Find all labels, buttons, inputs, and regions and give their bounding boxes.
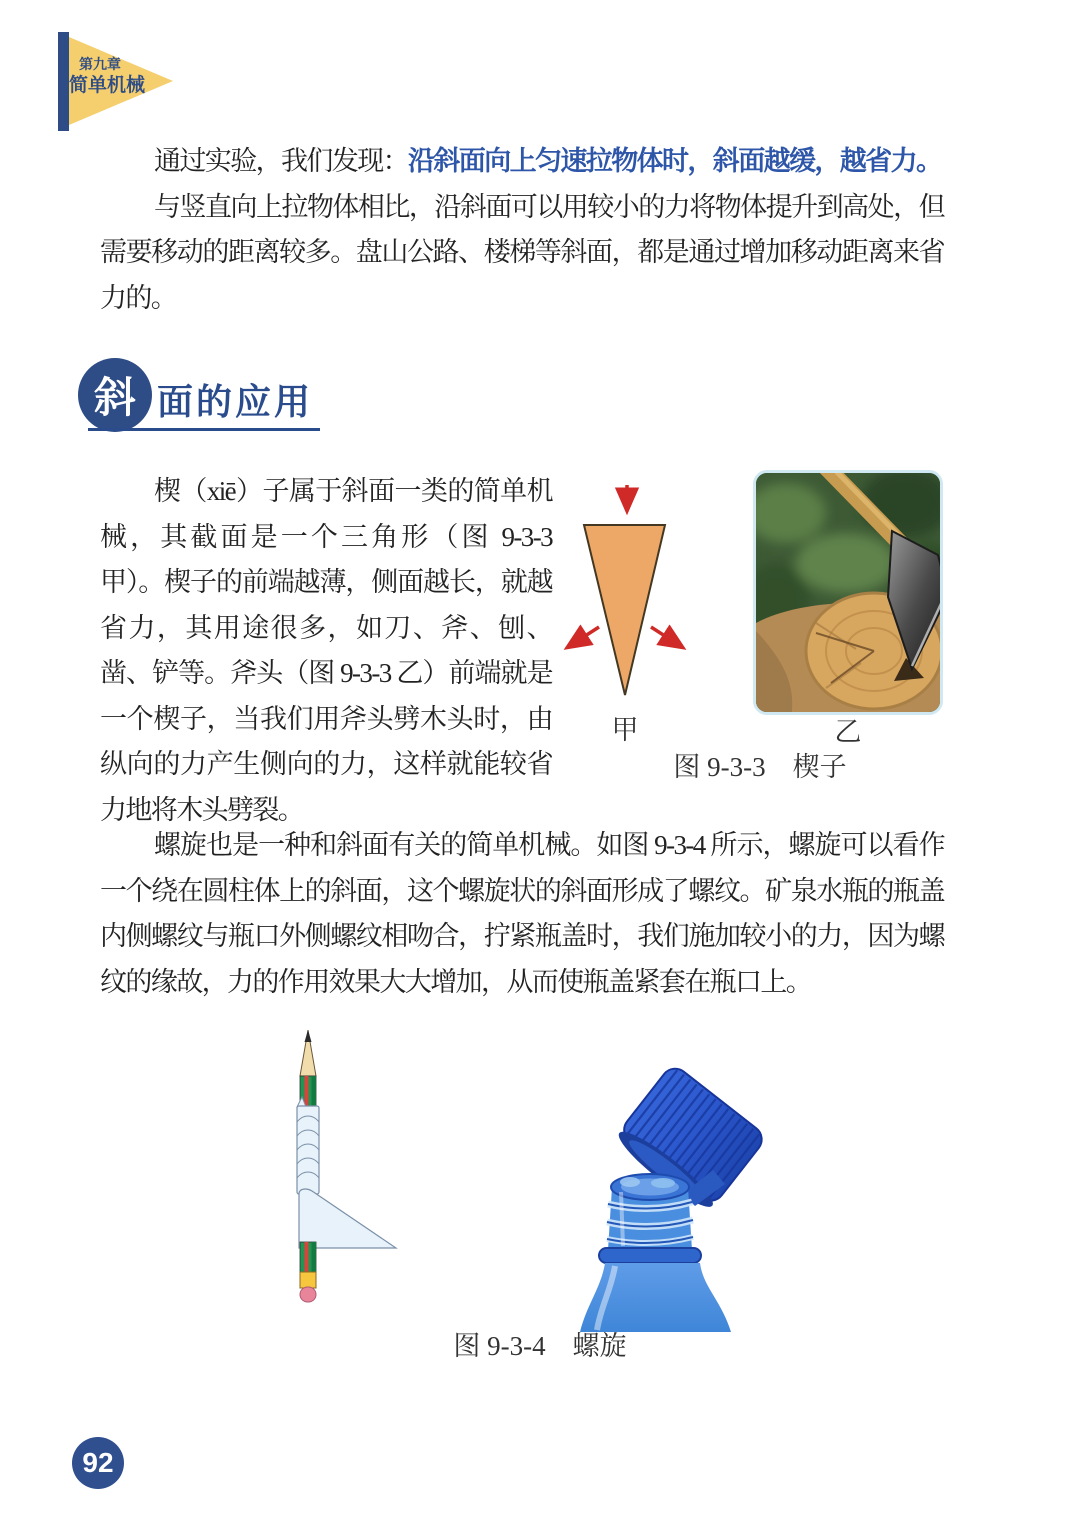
- wedge-diagram: [550, 480, 700, 705]
- wedge-paragraph-text: 楔（xiē）子属于斜面一类的简单机械，其截面是一个三角形（图 9-3-3 甲）。楔子的前端越薄，侧面越长，就越省力，其用途很多，如刀、斧、刨、凿、铲等。斧头（图 9-3-3 乙）前端就是一个楔子，当我们用斧头劈木头时，由纵向的力产生侧向的力，这样就能较省力地将木头劈裂。: [100, 476, 552, 825]
- section-title: 面的应用: [157, 381, 314, 422]
- wedge-paragraph: [100, 469, 552, 833]
- intro-highlight-text: 沿斜面向上匀速拉物体时，斜面越缓，越省力。: [408, 146, 942, 176]
- figure-9-3-3-caption: 图 9-3-3 楔子: [673, 752, 847, 782]
- bottle-cap-photo: [555, 1042, 825, 1332]
- axe-photo-art: [756, 473, 943, 715]
- page-number-badge: [72, 1437, 124, 1489]
- screw-paragraph-text: 螺旋也是一种和斜面有关的简单机械。如图 9-3-4 所示，螺旋可以看作一个绕在圆柱体上的斜面，这个螺旋状的斜面形成了螺纹。矿泉水瓶的瓶盖内侧螺纹与瓶口外侧螺纹相吻合，拧紧瓶盖时，我们施加较小的力，因为螺纹的缘故，力的作用效果大大增加，从而使瓶盖紧套在瓶口上。: [100, 830, 944, 997]
- section-initial: 斜: [93, 374, 136, 421]
- figure-9-3-4-caption: 图 9-3-4 螺旋: [453, 1331, 627, 1361]
- intro-paragraphs: [100, 139, 944, 321]
- bottle-neck: [599, 1174, 701, 1263]
- figure-label-jia: 甲: [611, 715, 639, 745]
- pencil-shaft-bottom: [300, 1242, 316, 1272]
- pencil-eraser: [300, 1287, 316, 1302]
- section-underline: [88, 428, 320, 431]
- intro-paragraph-1: [100, 139, 944, 185]
- split-arrow-right-icon: [651, 627, 682, 647]
- spiral-paper-wrap: [297, 1097, 319, 1194]
- axe-photo: [753, 470, 943, 715]
- figure-label-yi: 乙: [834, 717, 862, 747]
- split-arrow-left-icon: [568, 627, 599, 647]
- chapter-title: 简单机械: [69, 75, 146, 96]
- neck-ring: [599, 1248, 701, 1263]
- intro-paragraph-2: 与竖直向上拉物体相比，沿斜面可以用较小的力将物体提升到高处，但需要移动的距离较多。盘山公路、楼梯等斜面，都是通过增加移动距离来省力的。: [100, 191, 944, 313]
- pencil-ferrule: [300, 1272, 316, 1288]
- page-number: 92: [82, 1447, 114, 1478]
- pencil-lead: [305, 1030, 312, 1042]
- pencil-spiral-illustration: [290, 1030, 410, 1305]
- chapter-number: 第九章: [79, 58, 121, 73]
- pennant-bar: [58, 32, 69, 131]
- bottle-shoulder: [580, 1263, 731, 1332]
- paper-flag-triangle: [299, 1189, 396, 1248]
- section-badge: [78, 358, 152, 432]
- wedge-triangle: [584, 525, 665, 695]
- screw-paragraph: [100, 823, 944, 1005]
- intro-lead-text: 通过实验，我们发现：: [154, 146, 408, 176]
